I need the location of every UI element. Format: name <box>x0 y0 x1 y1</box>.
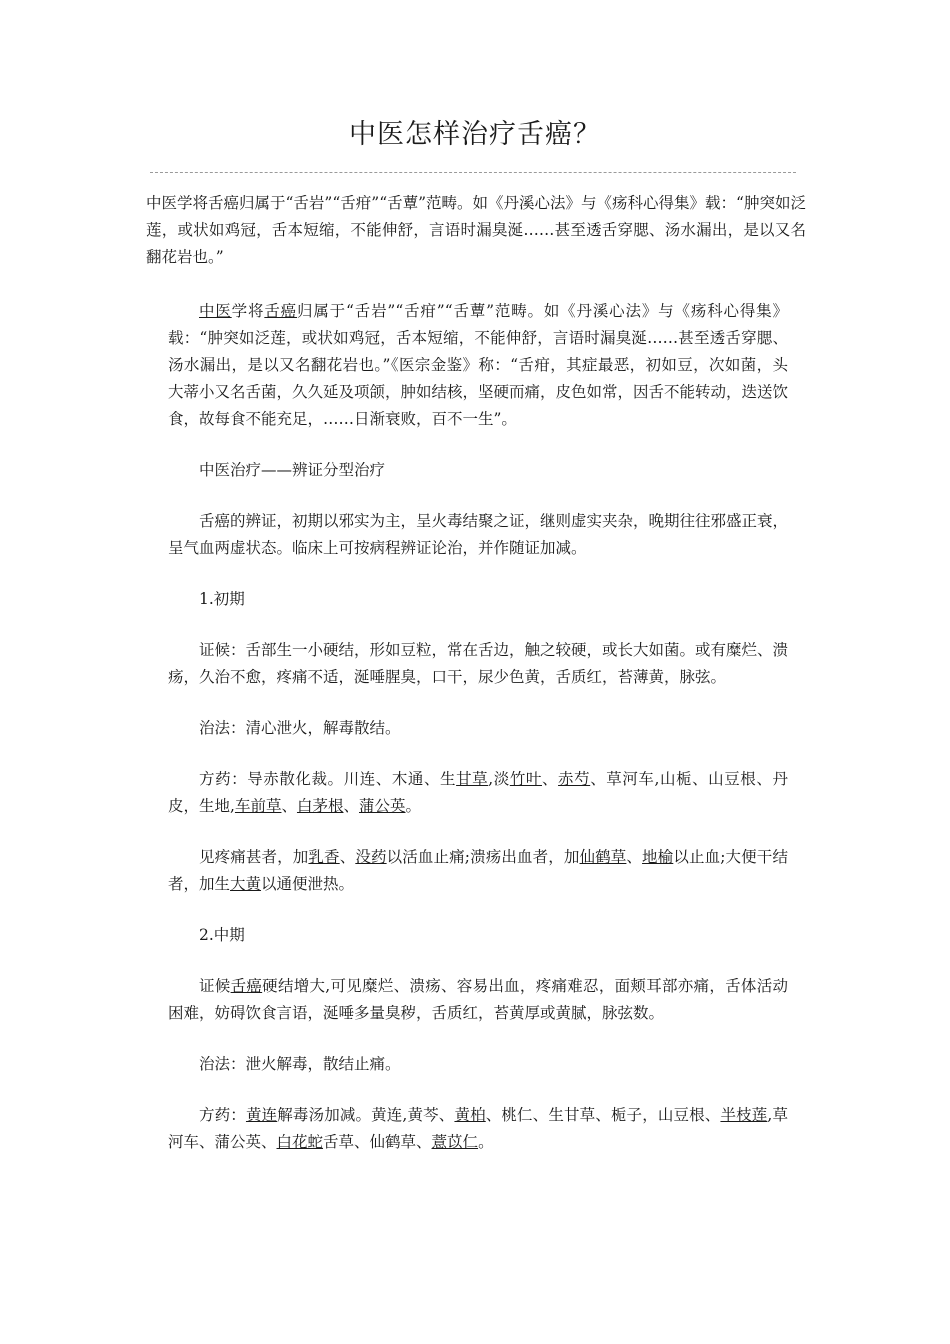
body-paragraph <box>168 973 788 1027</box>
paragraph-text: 、草河车,山栀、山豆根、丹皮，生地, <box>168 770 788 815</box>
paragraph-text: 舌癌的辨证，初期以邪实为主，呈火毒结聚之证，继则虚实夹杂，晚期往往邪盛正衰，呈气血两虚状态。临床上可按病程辨证论治，并作随证加减。 <box>168 512 789 557</box>
paragraph-text: 见疼痛甚者，加 <box>199 848 309 866</box>
body-paragraph <box>168 508 788 562</box>
title-divider <box>150 172 796 173</box>
paragraph-text: 、 <box>626 848 643 866</box>
term-link[interactable]: 白花蛇 <box>276 1133 324 1151</box>
term-link[interactable]: 白茅根 <box>296 797 344 815</box>
paragraph-text: 、 <box>541 770 559 788</box>
paragraph-text: 方药： <box>199 1106 246 1124</box>
paragraph-text: 2.中期 <box>199 926 245 944</box>
paragraph-text: 舌草、仙鹤草、 <box>323 1133 432 1151</box>
body-paragraph <box>168 1051 788 1078</box>
paragraph-text: 解毒汤加减。黄连,黄芩、 <box>277 1106 455 1124</box>
term-link[interactable]: 中医 <box>199 302 232 320</box>
body-paragraph <box>168 1102 788 1156</box>
section-heading <box>168 586 788 613</box>
term-link[interactable]: 车前草 <box>234 797 282 815</box>
paragraph-text: 方药：导赤散化裁。川连、木通、生 <box>199 770 457 788</box>
term-link[interactable]: 赤芍 <box>558 770 591 788</box>
body-paragraph <box>168 844 788 898</box>
article-body <box>168 298 788 1180</box>
body-paragraph <box>168 637 788 691</box>
paragraph-text: 治法：清心泄火，解毒散结。 <box>199 719 401 737</box>
term-link[interactable]: 乳香 <box>308 848 340 866</box>
paragraph-text: 以止血;大便干结者，加生 <box>168 848 788 893</box>
paragraph-text: 。 <box>405 797 422 815</box>
paragraph-text: 硬结增大,可见糜烂、溃疡、容易出血，疼痛难忍，面颊耳部亦痛，舌体活动困难，妨碍饮食言语，涎唾多量臭秽，舌质红，苔黄厚或黄腻，脉弦数。 <box>168 977 788 1022</box>
section-heading <box>168 922 788 949</box>
term-link[interactable]: 仙鹤草 <box>579 848 627 866</box>
paragraph-text: 、 <box>339 848 356 866</box>
paragraph-text: 、桃仁、生甘草、栀子，山豆根、 <box>485 1106 721 1124</box>
section-heading <box>168 457 788 484</box>
paragraph-text: ,淡 <box>488 770 510 788</box>
body-paragraph <box>168 298 788 433</box>
paragraph-text: 中医治疗——辨证分型治疗 <box>199 461 386 479</box>
term-link[interactable]: 舌癌 <box>264 302 298 320</box>
term-link[interactable]: 地榆 <box>642 848 674 866</box>
term-link[interactable]: 黄柏 <box>454 1106 486 1124</box>
paragraph-text: ,草河车、蒲公英、 <box>168 1106 788 1151</box>
paragraph-text: 学将 <box>231 302 265 320</box>
paragraph-text: 以活血止痛;溃疡出血者，加 <box>386 848 580 866</box>
page-title: 中医怎样治疗舌癌？ <box>349 119 601 150</box>
paragraph-text: 、 <box>343 797 359 815</box>
paragraph-text: 归属于“舌岩”“舌疳”“舌蕈”范畴。如《丹溪心法》与《疡科心得集》载：“肿突如泛莲，或状如鸡冠，舌本短缩，不能伸舒，言语时漏臭涎……甚至透舌穿腮、汤水漏出，是以又名翻花岩也。”《医宗金鉴》称：“舌疳，其症最恶，初如豆，次如菌，头大蒂小又名舌菌，久久延及项颌，肿如结核，坚硬而痛，皮色如常，因舌不能转动，迭送饮食，故每食不能充足，……日渐衰败，百不一生”。 <box>168 302 789 428</box>
paragraph-text: 治法：泄火解毒，散结止痛。 <box>199 1055 401 1073</box>
term-link[interactable]: 薏苡仁 <box>431 1133 479 1151</box>
term-link[interactable]: 大黄 <box>230 875 262 893</box>
term-link[interactable]: 没药 <box>355 848 387 866</box>
paragraph-text: 证候：舌部生一小硬结，形如豆粒，常在舌边，触之较硬，或长大如菌。或有糜烂、溃疡，久治不愈，疼痛不适，涎唾腥臭，口干，尿少色黄，舌质红，苔薄黄，脉弦。 <box>168 641 789 686</box>
term-link[interactable]: 甘草 <box>456 770 489 788</box>
term-link[interactable]: 竹叶 <box>509 770 542 788</box>
term-link[interactable]: 黄连 <box>245 1106 278 1124</box>
paragraph-text: 以通便泄热。 <box>261 875 355 893</box>
body-paragraph <box>168 715 788 742</box>
paragraph-text: 、 <box>281 797 297 815</box>
term-link[interactable]: 舌癌 <box>230 977 263 995</box>
term-link[interactable]: 蒲公英 <box>359 797 406 815</box>
intro-paragraph: 中医学将舌癌归属于“舌岩”“舌疳”“舌蕈”范畴。如《丹溪心法》与《疡科心得集》载：“肿突如泛莲，或状如鸡冠，舌本短缩，不能伸舒，言语时漏臭涎……甚至透舌穿腮、汤水漏出，是以又名翻花岩也。” <box>146 194 806 266</box>
paragraph-text: 1.初期 <box>199 590 245 608</box>
paragraph-text: 。 <box>478 1133 494 1151</box>
body-paragraph <box>168 766 788 820</box>
paragraph-text: 证候 <box>199 977 231 995</box>
term-link[interactable]: 半枝莲 <box>720 1106 768 1124</box>
